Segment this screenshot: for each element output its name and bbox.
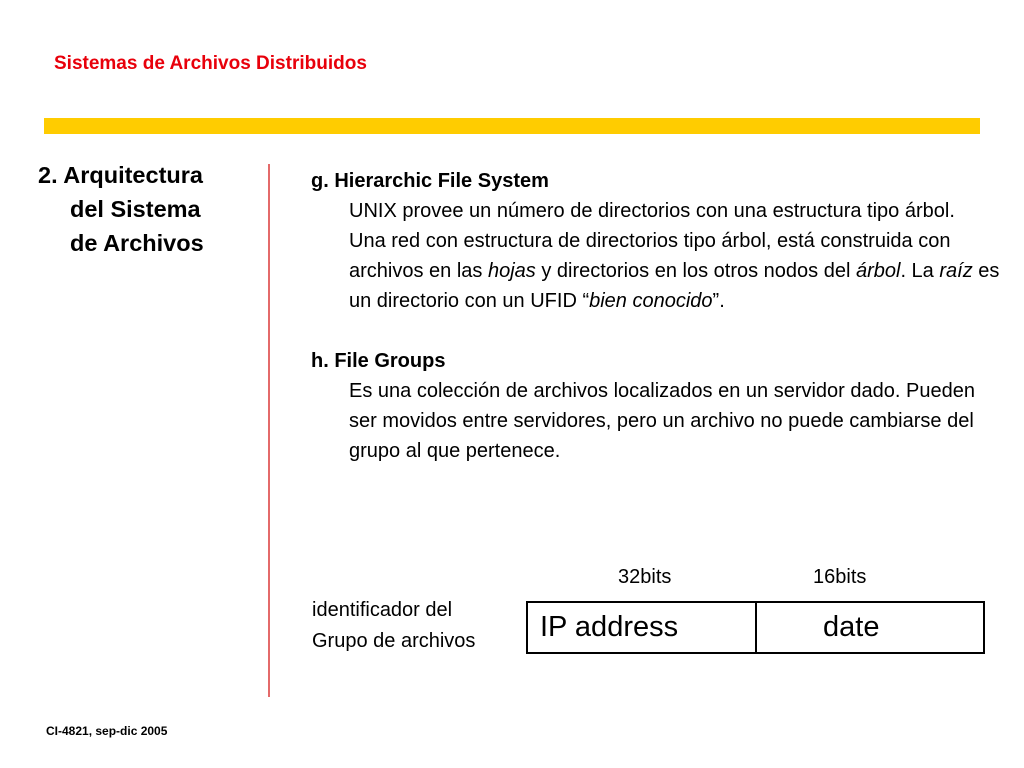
section-title-line: del Sistema xyxy=(70,196,201,222)
identifier-caption xyxy=(312,595,475,657)
section-g-paragraph-2 xyxy=(311,226,1001,316)
section-g-paragraph-1: UNIX provee un número de directorios con una estructura tipo árbol. xyxy=(349,200,955,222)
ip-field-size-label: 32bits xyxy=(618,566,672,588)
title-underline-bar xyxy=(44,118,980,134)
section-g-heading: g. Hierarchic File System xyxy=(311,170,549,192)
section-title-line: 2. Arquitectura xyxy=(38,162,203,188)
spacer xyxy=(311,316,1001,346)
slide-footer: CI-4821, sep-dic 2005 xyxy=(46,724,168,738)
text-run: Una red con estructura de directorios tipo árbol, está construida con archivos en las xyxy=(349,230,951,282)
text-run: . La xyxy=(900,260,940,282)
vertical-divider xyxy=(268,164,270,697)
section-title xyxy=(38,158,204,260)
section-h-paragraph-1: Es una colección de archivos localizados en un servidor dado. Pueden ser movidos entre servidores, pero un archivo no puede cambiarse del grupo al que pertenece. xyxy=(349,380,975,462)
emphasis-arbol: árbol xyxy=(855,260,901,282)
slide-body xyxy=(311,166,1001,466)
emphasis-raiz: raíz xyxy=(939,260,973,282)
section-title-line: de Archivos xyxy=(70,230,204,256)
identifier-caption-line: identificador del xyxy=(312,599,453,621)
slide-title: Sistemas de Archivos Distribuidos xyxy=(54,53,367,74)
ip-address-field: IP address xyxy=(528,603,757,652)
text-run: ”. xyxy=(712,290,725,312)
section-h-heading: h. File Groups xyxy=(311,350,446,372)
emphasis-bien-conocido: bien conocido xyxy=(589,290,713,312)
date-field-size-label: 16bits xyxy=(813,566,867,588)
identifier-caption-line: Grupo de archivos xyxy=(312,630,476,652)
emphasis-hojas: hojas xyxy=(487,260,536,282)
text-run: y directorios en los otros nodos del xyxy=(535,260,856,282)
date-field: date xyxy=(823,611,880,643)
file-group-id-format-table xyxy=(526,601,985,654)
text-run: es un directorio con un UFID “ xyxy=(349,260,1000,312)
